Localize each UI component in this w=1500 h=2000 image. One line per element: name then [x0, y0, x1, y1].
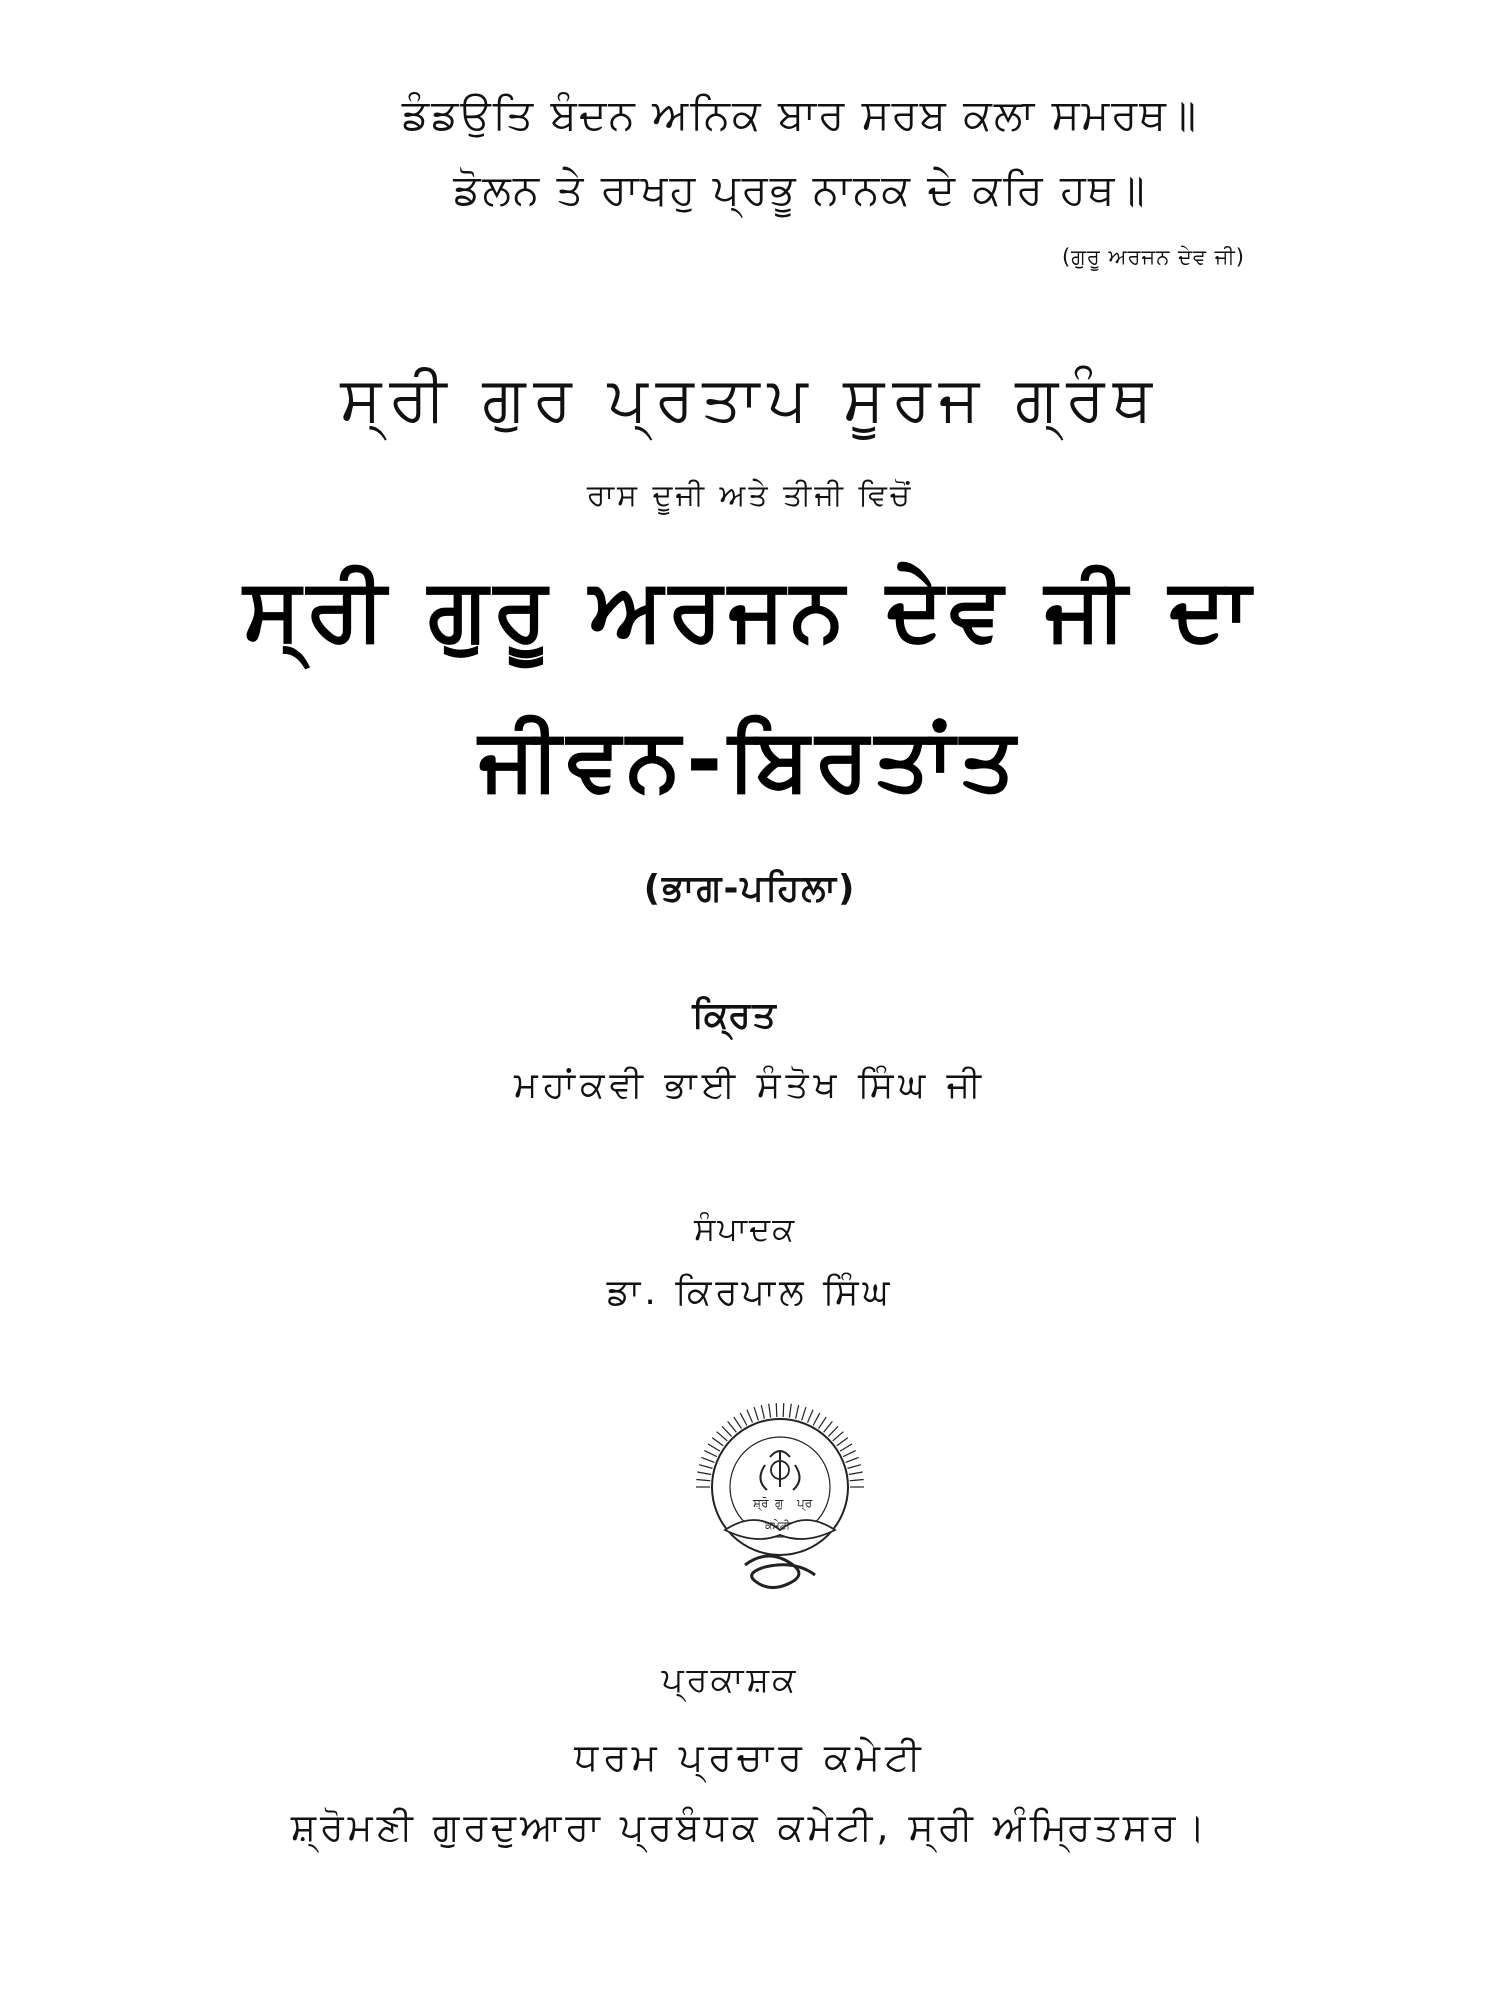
sgpc-emblem-icon: [685, 1395, 875, 1600]
publisher-line-2: ਸ਼੍ਰੋਮਣੀ ਗੁਰਦੁਆਰਾ ਪ੍ਰਬੰਧਕ ਕਮੇਟੀ, ਸ੍ਰੀ ਅੰਮ੍ਰਿਤਸਰ।: [290, 1805, 1210, 1849]
granth-subtitle: ਰਾਸ ਦੂਜੀ ਅਤੇ ਤੀਜੀ ਵਿਚੋਂ: [586, 478, 914, 513]
editor-label: ਸੰਪਾਦਕ: [693, 1210, 797, 1248]
emblem-ray: [717, 1432, 728, 1441]
publisher-label: ਪ੍ਰਕਾਸ਼ਕ: [661, 1660, 799, 1700]
emblem-ray: [776, 1403, 777, 1417]
emblem-ray: [802, 1407, 806, 1420]
emblem-ray: [808, 1410, 814, 1423]
book-title-line-1: ਸ੍ਰੀ ਗੁਰੂ ਅਰਜਨ ਦੇਵ ਜੀ ਦਾ: [243, 560, 1257, 660]
emblem-ray: [783, 1403, 784, 1417]
emblem-initial-1: ਸ਼੍ਰੋ: [753, 1496, 769, 1510]
emblem-ray: [813, 1413, 820, 1425]
emblem-ray: [833, 1432, 844, 1441]
emblem-ray: [843, 1451, 856, 1457]
emblem-ray: [769, 1404, 771, 1418]
emblem-ray: [740, 1413, 747, 1425]
emblem-ray: [722, 1426, 732, 1436]
emblem-ray: [747, 1410, 753, 1423]
emblem-ray: [696, 1479, 710, 1480]
emblem-ray: [840, 1444, 852, 1451]
emblem-ray: [847, 1465, 860, 1469]
author-label: ਕ੍ਰਿਤ: [692, 995, 778, 1036]
emblem-ray: [849, 1472, 863, 1474]
emblem-ray: [789, 1404, 791, 1418]
emblem-ray: [828, 1426, 838, 1436]
invocation-attribution: (ਗੁਰੂ ਅਰਜਨ ਦੇਵ ਜੀ): [1061, 245, 1245, 269]
emblem-ray: [734, 1417, 742, 1429]
emblem-ray: [699, 1465, 712, 1469]
emblem-ray: [701, 1457, 714, 1462]
emblem-ray: [761, 1405, 764, 1419]
emblem-ray: [824, 1421, 833, 1432]
author-name: ਮਹਾਂਕਵੀ ਭਾਈ ਸੰਤੋਖ ਸਿੰਘ ਜੀ: [514, 1065, 986, 1106]
granth-title: ਸ੍ਰੀ ਗੁਰ ਪ੍ਰਤਾਪ ਸੂਰਜ ਗ੍ਰੰਥ: [340, 362, 1160, 435]
editor-name: ਡਾ. ਕਿਰਪਾਲ ਸਿੰਘ: [606, 1272, 894, 1313]
emblem-ray: [728, 1421, 737, 1432]
emblem-ray: [846, 1457, 859, 1462]
emblem-initial-2: ਗੁ: [775, 1496, 784, 1510]
invocation-line-2: ਡੋਲਨ ਤੇ ਰਾਖਹੁ ਪ੍ਰਭੂ ਨਾਨਕ ਦੇ ਕਰਿ ਹਥ॥: [453, 165, 1147, 214]
invocation-line-1: ਡੰਡਉਤਿ ਬੰਦਨ ਅਨਿਕ ਬਾਰ ਸਰਬ ਕਲਾ ਸਮਰਥ॥: [401, 90, 1199, 139]
emblem-ray: [704, 1451, 717, 1457]
publisher-line-1: ਧਰਮ ਪ੍ਰਚਾਰ ਕਮੇਟੀ: [574, 1735, 926, 1779]
emblem-ray: [708, 1444, 720, 1451]
emblem-base-text: ਕਮੇਟੀ: [765, 1519, 791, 1532]
emblem-ray: [796, 1405, 799, 1419]
emblem-ray: [819, 1417, 827, 1429]
emblem-initial-3: ਪ੍ਰ: [797, 1496, 813, 1510]
book-title-line-2: ਜੀਵਨ-ਬਿਰਤਾਂਤ: [478, 710, 1022, 810]
emblem-ray: [837, 1438, 848, 1446]
emblem-ray: [712, 1438, 723, 1446]
emblem-ray: [697, 1472, 711, 1474]
emblem-ray: [850, 1479, 864, 1480]
emblem-ray: [754, 1407, 758, 1420]
book-part: (ਭਾਗ-ਪਹਿਲਾ): [643, 868, 857, 909]
